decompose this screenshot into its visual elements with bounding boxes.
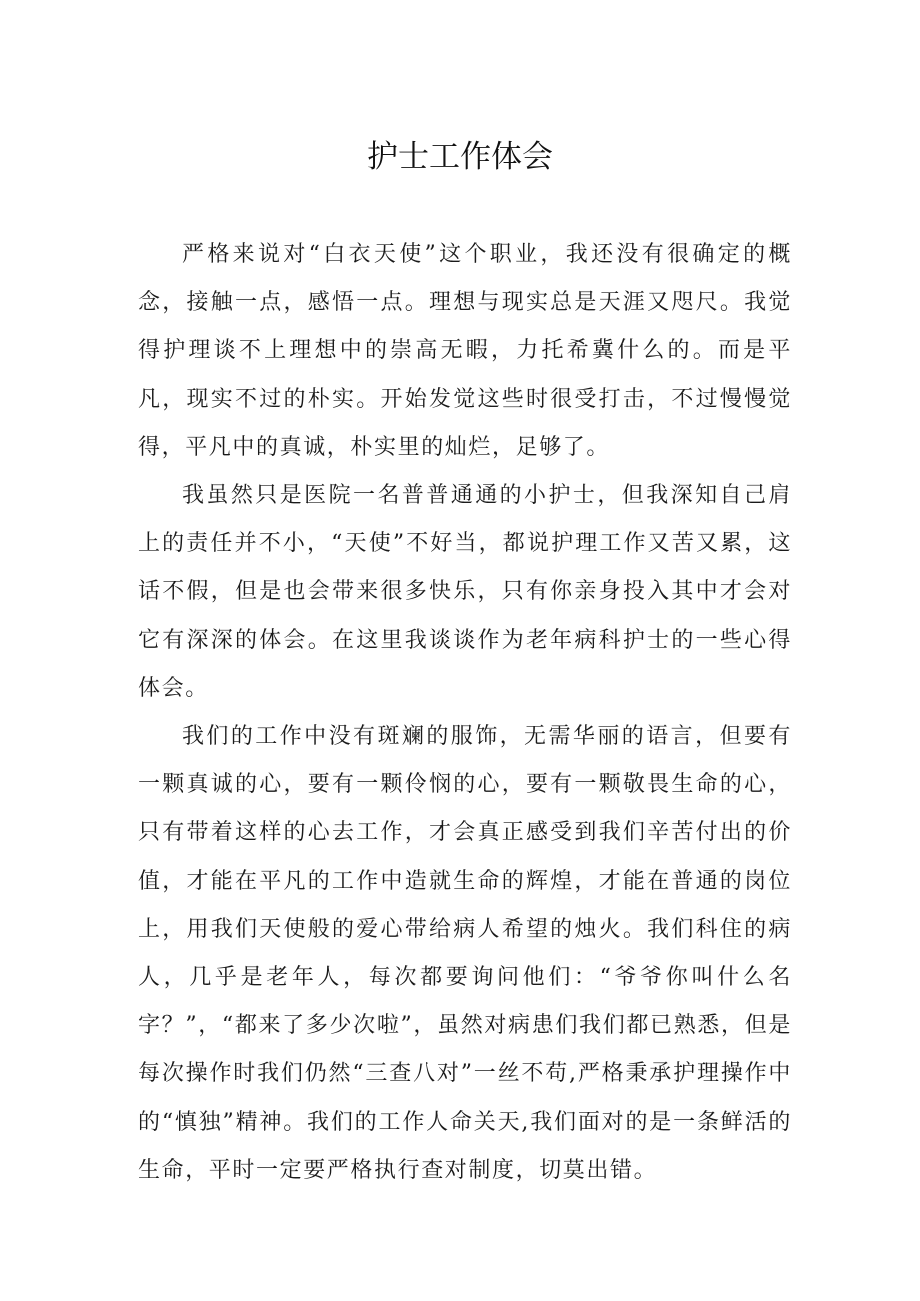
document-title: 护士工作体会 — [367, 139, 553, 175]
paragraph-2: 我虽然只是医院一名普普通通的小护士，但我深知自己肩上的责任并不小，“天使”不好当，都说护理工作又苦又累，这话不假，但是也会带来很多快乐，只有你亲身投入其中才会对它有深深的体会。在这里我谈谈作为老年病科护士的一些心得体会。 — [138, 483, 792, 701]
paragraph-3: 我们的工作中没有斑斓的服饰，无需华丽的语言，但要有一颗真诚的心，要有一颗伶悯的心，要有一颗敬畏生命的心，只有带着这样的心去工作，才会真正感受到我们辛苦付出的价值，才能在平凡的工作中造就生命的辉煌，才能在普通的岗位上，用我们天使般的爱心带给病人希望的烛火。我们科住的病人，几乎是老年人，每次都要询问他们：“爷爷你叫什么名字？”，“都来了多少次啦”，虽然对病患们我们都已熟悉，但是每次操作时我们仍然“三查八对”一丝不苟,严格秉承护理操作中的“慎独”精神。我们的工作人命关天,我们面对的是一条鲜活的生命，平时一定要严格执行查对制度，切莫出错。 — [138, 724, 792, 1183]
paragraph-1: 严格来说对“白衣天使”这个职业，我还没有很确定的概念，接触一点，感悟一点。理想与现实总是天涯又咫尺。我觉得护理谈不上理想中的崇高无暇，力托希冀什么的。而是平凡，现实不过的朴实。开始发觉这些时很受打击，不过慢慢觉得，平凡中的真诚，朴实里的灿烂，足够了。 — [138, 242, 792, 460]
document-body — [138, 231, 792, 1195]
